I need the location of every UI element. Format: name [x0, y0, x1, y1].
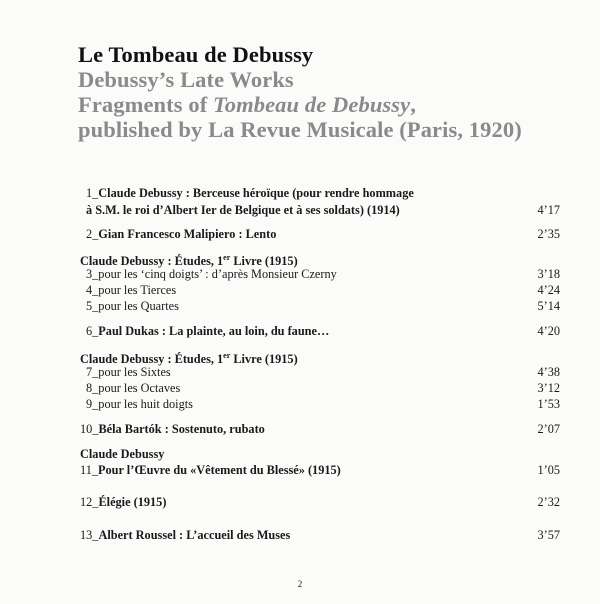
subtitle: Debussy’s Late Works: [78, 67, 294, 92]
track-number: 10_: [80, 422, 99, 436]
track-number: 9_: [86, 397, 99, 411]
track-number: 12_: [80, 495, 99, 509]
track-title: pour les huit doigts: [98, 397, 193, 411]
header: [78, 42, 578, 142]
subtitle-line-3-suffix: ,: [410, 92, 416, 117]
ordinal-superscript: er: [223, 351, 231, 360]
track-number: 11_: [80, 463, 98, 477]
track-title: Gian Francesco Malipiero : Lento: [98, 227, 277, 241]
track-duration: 1’53: [537, 397, 560, 411]
track-number: 2_: [86, 227, 99, 241]
track-duration: 5’14: [537, 299, 560, 313]
track-duration: 4’24: [537, 283, 560, 297]
track-title-continued: à S.M. le roi d’Albert Ier de Belgique et à ses soldats) (1914): [86, 203, 400, 217]
track-duration: 3’57: [537, 528, 560, 542]
track-title: pour les Octaves: [98, 381, 181, 395]
page-number: 2: [297, 579, 303, 589]
group-heading: Claude Debussy : Études, 1er Livre (1915): [80, 351, 298, 367]
group-heading: Claude Debussy: [80, 447, 165, 461]
track-number: 4_: [86, 283, 99, 297]
track-duration: 3’18: [537, 267, 560, 281]
track-number: 5_: [86, 299, 99, 313]
track-number: 8_: [86, 381, 99, 395]
track-title: pour les Quartes: [98, 299, 179, 313]
track-number: 13_: [80, 528, 99, 542]
track-duration: 3’12: [537, 381, 560, 395]
track-title: Paul Dukas : La plainte, au loin, du faune…: [98, 324, 330, 338]
track-number: 3_: [86, 267, 99, 281]
track-title: Claude Debussy : Berceuse héroïque (pour rendre hommage: [98, 186, 414, 200]
track-line: [86, 185, 414, 201]
track-number: 1_: [86, 186, 99, 200]
track-number: 7_: [86, 365, 99, 379]
track-title: pour les Tierces: [98, 283, 177, 297]
track-title: Pour l’Œuvre du «Vêtement du Blessé» (1915): [98, 463, 341, 477]
track-duration: 2’35: [537, 227, 560, 241]
subtitle-line-3-prefix: Fragments of: [78, 92, 214, 117]
subtitle-line-3: [78, 92, 578, 117]
page-title: Le Tombeau de Debussy: [78, 42, 314, 67]
track-title: Béla Bartók : Sostenuto, rubato: [98, 422, 265, 436]
ordinal-superscript: er: [223, 253, 231, 262]
track-duration: 4’38: [537, 365, 560, 379]
track-duration: 2’32: [537, 495, 560, 509]
subtitle-line-4: published by La Revue Musicale (Paris, 1920): [78, 117, 522, 142]
track-duration: 4’20: [537, 324, 560, 338]
track-title: pour les Sixtes: [98, 365, 171, 379]
track-title: Albert Roussel : L’accueil des Muses: [98, 528, 291, 542]
track-title: Élégie (1915): [98, 495, 167, 509]
track-title: pour les ‘cinq doigts’ : d’après Monsieur Czerny: [98, 267, 337, 281]
track-duration: 2’07: [537, 422, 560, 436]
track-number: 6_: [86, 324, 99, 338]
group-heading: Claude Debussy : Études, 1er Livre (1915): [80, 253, 298, 269]
track-duration: 4’17: [537, 203, 560, 217]
subtitle-line-3-italic: Tombeau de Debussy: [213, 92, 411, 117]
track-duration: 1’05: [537, 463, 560, 477]
